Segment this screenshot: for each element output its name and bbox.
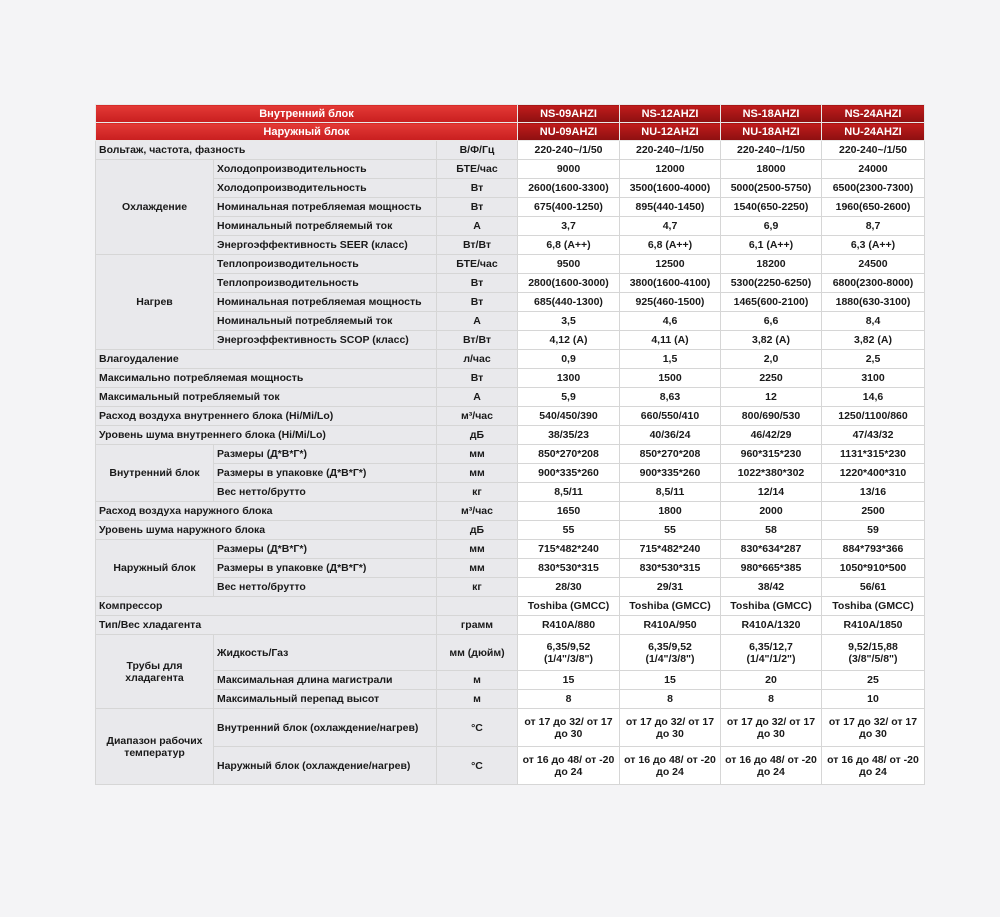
spec-value: 830*634*287 — [721, 540, 822, 559]
outdoor-model-header: NU-18AHZI — [721, 123, 822, 141]
spec-value: 220-240~/1/50 — [620, 141, 721, 160]
spec-unit: БТЕ/час — [437, 255, 518, 274]
spec-row — [96, 407, 925, 426]
spec-value: R410A/880 — [518, 616, 620, 635]
group-label: Нагрев — [96, 255, 214, 350]
spec-value: 1540(650-2250) — [721, 198, 822, 217]
spec-row — [96, 255, 925, 274]
spec-value: 25 — [822, 671, 925, 690]
spec-value: от 16 до 48/ от -20 до 24 — [620, 747, 721, 785]
spec-value: 675(400-1250) — [518, 198, 620, 217]
spec-row — [96, 293, 925, 312]
spec-value: 800/690/530 — [721, 407, 822, 426]
spec-label: Теплопроизводительность — [214, 255, 437, 274]
spec-row — [96, 236, 925, 255]
spec-value: Toshiba (GMCC) — [822, 597, 925, 616]
spec-label: Максимальный потребляемый ток — [96, 388, 437, 407]
spec-row — [96, 350, 925, 369]
spec-value: 6,35/12,7 (1/4"/1/2") — [721, 635, 822, 671]
spec-value: 59 — [822, 521, 925, 540]
indoor-model-header: NS-24AHZI — [822, 105, 925, 123]
spec-value: 900*335*260 — [518, 464, 620, 483]
spec-value: 6,9 — [721, 217, 822, 236]
spec-label: Холодопроизводительность — [214, 160, 437, 179]
spec-value: 1022*380*302 — [721, 464, 822, 483]
spec-value: 8 — [620, 690, 721, 709]
spec-row — [96, 709, 925, 747]
spec-value: 850*270*208 — [518, 445, 620, 464]
spec-value: 2,5 — [822, 350, 925, 369]
spec-label: Энергоэффективность SCOP (класс) — [214, 331, 437, 350]
spec-value: 2500 — [822, 502, 925, 521]
group-label: Диапазон рабочих температур — [96, 709, 214, 785]
spec-label: Максимальный перепад высот — [214, 690, 437, 709]
spec-unit: Вт — [437, 293, 518, 312]
indoor-model-header: NS-18AHZI — [721, 105, 822, 123]
spec-label: Максимальная длина магистрали — [214, 671, 437, 690]
spec-unit: грамм — [437, 616, 518, 635]
spec-label: Размеры в упаковке (Д*В*Г*) — [214, 464, 437, 483]
spec-value: 1465(600-2100) — [721, 293, 822, 312]
spec-unit: Вт — [437, 179, 518, 198]
spec-row — [96, 198, 925, 217]
spec-label: Компрессор — [96, 597, 437, 616]
spec-value: 220-240~/1/50 — [518, 141, 620, 160]
spec-label: Уровень шума внутреннего блока (Hi/Mi/Lo) — [96, 426, 437, 445]
spec-row — [96, 597, 925, 616]
spec-value: 8 — [518, 690, 620, 709]
spec-label: Холодопроизводительность — [214, 179, 437, 198]
spec-row — [96, 331, 925, 350]
spec-label: Уровень шума наружного блока — [96, 521, 437, 540]
spec-row — [96, 483, 925, 502]
header-row-indoor — [96, 105, 925, 123]
spec-unit: °С — [437, 709, 518, 747]
group-label: Наружный блок — [96, 540, 214, 597]
spec-value: 6,8 (А++) — [620, 236, 721, 255]
spec-value: 6,1 (А++) — [721, 236, 822, 255]
spec-value: 4,6 — [620, 312, 721, 331]
spec-value: от 16 до 48/ от -20 до 24 — [518, 747, 620, 785]
spec-value: 660/550/410 — [620, 407, 721, 426]
spec-unit: кг — [437, 578, 518, 597]
spec-value: 1250/1100/860 — [822, 407, 925, 426]
spec-value: от 17 до 32/ от 17 до 30 — [822, 709, 925, 747]
spec-row — [96, 369, 925, 388]
spec-label: Вес нетто/брутто — [214, 483, 437, 502]
spec-value: 220-240~/1/50 — [822, 141, 925, 160]
spec-row — [96, 502, 925, 521]
spec-unit: А — [437, 312, 518, 331]
spec-value: R410A/1320 — [721, 616, 822, 635]
spec-value: 38/35/23 — [518, 426, 620, 445]
spec-value: R410A/950 — [620, 616, 721, 635]
group-label: Внутренний блок — [96, 445, 214, 502]
spec-value: 6,35/9,52 (1/4"/3/8") — [620, 635, 721, 671]
spec-value: 1960(650-2600) — [822, 198, 925, 217]
spec-unit: Вт/Вт — [437, 236, 518, 255]
spec-unit: л/час — [437, 350, 518, 369]
spec-value: 830*530*315 — [620, 559, 721, 578]
spec-value: 6,6 — [721, 312, 822, 331]
spec-row — [96, 616, 925, 635]
spec-value: 18200 — [721, 255, 822, 274]
spec-value: от 16 до 48/ от -20 до 24 — [822, 747, 925, 785]
spec-value: 8,5/11 — [620, 483, 721, 502]
spec-value: 13/16 — [822, 483, 925, 502]
spec-value: 1220*400*310 — [822, 464, 925, 483]
outdoor-model-header: NU-12AHZI — [620, 123, 721, 141]
spec-unit: Вт — [437, 369, 518, 388]
spec-value: 830*530*315 — [518, 559, 620, 578]
spec-value: 8,63 — [620, 388, 721, 407]
spec-value: 6500(2300-7300) — [822, 179, 925, 198]
outdoor-model-header: NU-24AHZI — [822, 123, 925, 141]
spec-value: 8 — [721, 690, 822, 709]
spec-value: 220-240~/1/50 — [721, 141, 822, 160]
spec-value: 29/31 — [620, 578, 721, 597]
outdoor-model-header: NU-09AHZI — [518, 123, 620, 141]
spec-value: 884*793*366 — [822, 540, 925, 559]
spec-row — [96, 671, 925, 690]
spec-value: 0,9 — [518, 350, 620, 369]
spec-value: 12 — [721, 388, 822, 407]
spec-unit: °С — [437, 747, 518, 785]
spec-value: 18000 — [721, 160, 822, 179]
spec-value: от 17 до 32/ от 17 до 30 — [620, 709, 721, 747]
spec-value: 4,7 — [620, 217, 721, 236]
spec-row — [96, 217, 925, 236]
spec-label: Расход воздуха наружного блока — [96, 502, 437, 521]
spec-value: 56/61 — [822, 578, 925, 597]
header-row-outdoor — [96, 123, 925, 141]
spec-row — [96, 635, 925, 671]
spec-value: 3500(1600-4000) — [620, 179, 721, 198]
spec-row — [96, 312, 925, 331]
spec-label: Влагоудаление — [96, 350, 437, 369]
spec-row — [96, 464, 925, 483]
spec-row — [96, 747, 925, 785]
spec-value: 540/450/390 — [518, 407, 620, 426]
spec-value: 24000 — [822, 160, 925, 179]
spec-value: 1650 — [518, 502, 620, 521]
spec-label: Номинальный потребляемый ток — [214, 217, 437, 236]
spec-value: 5000(2500-5750) — [721, 179, 822, 198]
spec-value: 2,0 — [721, 350, 822, 369]
spec-value: 5300(2250-6250) — [721, 274, 822, 293]
spec-unit: м — [437, 671, 518, 690]
spec-unit: кг — [437, 483, 518, 502]
spec-unit: дБ — [437, 426, 518, 445]
spec-value: Toshiba (GMCC) — [620, 597, 721, 616]
spec-unit: А — [437, 217, 518, 236]
spec-value: 3,82 (А) — [721, 331, 822, 350]
spec-value: 12000 — [620, 160, 721, 179]
spec-value: от 17 до 32/ от 17 до 30 — [518, 709, 620, 747]
indoor-model-header: NS-12AHZI — [620, 105, 721, 123]
spec-value: 55 — [620, 521, 721, 540]
outdoor-unit-header: Наружный блок — [96, 123, 518, 141]
spec-label: Расход воздуха внутреннего блока (Hi/Mi/Lo) — [96, 407, 437, 426]
spec-value: 2250 — [721, 369, 822, 388]
spec-value: 5,9 — [518, 388, 620, 407]
spec-value: Toshiba (GMCC) — [721, 597, 822, 616]
spec-label: Размеры (Д*В*Г*) — [214, 540, 437, 559]
spec-value: 850*270*208 — [620, 445, 721, 464]
spec-value: 3100 — [822, 369, 925, 388]
spec-label: Номинальный потребляемый ток — [214, 312, 437, 331]
spec-value: 1131*315*230 — [822, 445, 925, 464]
spec-label: Жидкость/Газ — [214, 635, 437, 671]
spec-value: 38/42 — [721, 578, 822, 597]
spec-value: 3,82 (А) — [822, 331, 925, 350]
spec-value: 40/36/24 — [620, 426, 721, 445]
indoor-unit-header: Внутренний блок — [96, 105, 518, 123]
spec-row — [96, 540, 925, 559]
group-label: Трубы для хладагента — [96, 635, 214, 709]
spec-row — [96, 274, 925, 293]
spec-label: Вес нетто/брутто — [214, 578, 437, 597]
spec-row — [96, 690, 925, 709]
spec-value: 9500 — [518, 255, 620, 274]
spec-value: 46/42/29 — [721, 426, 822, 445]
spec-value: 900*335*260 — [620, 464, 721, 483]
spec-value: 1880(630-3100) — [822, 293, 925, 312]
spec-label: Размеры в упаковке (Д*В*Г*) — [214, 559, 437, 578]
spec-value: от 17 до 32/ от 17 до 30 — [721, 709, 822, 747]
spec-label: Теплопроизводительность — [214, 274, 437, 293]
spec-value: 3,7 — [518, 217, 620, 236]
spec-value: R410A/1850 — [822, 616, 925, 635]
spec-value: 9,52/15,88 (3/8"/5/8") — [822, 635, 925, 671]
spec-value: 12500 — [620, 255, 721, 274]
spec-value: 1050*910*500 — [822, 559, 925, 578]
spec-value: 8,7 — [822, 217, 925, 236]
spec-value: 6,3 (А++) — [822, 236, 925, 255]
group-label: Охлаждение — [96, 160, 214, 255]
spec-unit: мм — [437, 540, 518, 559]
spec-unit: мм (дюйм) — [437, 635, 518, 671]
indoor-model-header: NS-09AHZI — [518, 105, 620, 123]
spec-value: 28/30 — [518, 578, 620, 597]
spec-value: 3,5 — [518, 312, 620, 331]
spec-unit: дБ — [437, 521, 518, 540]
spec-value: 6,35/9,52 (1/4"/3/8") — [518, 635, 620, 671]
spec-value: 12/14 — [721, 483, 822, 502]
spec-value: 685(440-1300) — [518, 293, 620, 312]
spec-label: Энергоэффективность SEER (класс) — [214, 236, 437, 255]
spec-label: Номинальная потребляемая мощность — [214, 198, 437, 217]
spec-value: 4,11 (А) — [620, 331, 721, 350]
spec-value: 8,4 — [822, 312, 925, 331]
spec-value: 1300 — [518, 369, 620, 388]
spec-value: 1800 — [620, 502, 721, 521]
spec-label: Тип/Вес хладагента — [96, 616, 437, 635]
spec-unit: мм — [437, 445, 518, 464]
spec-value: 58 — [721, 521, 822, 540]
spec-value: 15 — [518, 671, 620, 690]
spec-value: 4,12 (А) — [518, 331, 620, 350]
spec-row — [96, 179, 925, 198]
spec-value: 715*482*240 — [518, 540, 620, 559]
spec-row — [96, 141, 925, 160]
spec-unit: В/Ф/Гц — [437, 141, 518, 160]
spec-value: 2800(1600-3000) — [518, 274, 620, 293]
spec-unit — [437, 597, 518, 616]
spec-value: Toshiba (GMCC) — [518, 597, 620, 616]
spec-row — [96, 160, 925, 179]
spec-label: Размеры (Д*В*Г*) — [214, 445, 437, 464]
spec-value: 2600(1600-3300) — [518, 179, 620, 198]
spec-row — [96, 388, 925, 407]
spec-value: 6,8 (А++) — [518, 236, 620, 255]
spec-unit: БТЕ/час — [437, 160, 518, 179]
spec-value: 55 — [518, 521, 620, 540]
spec-unit: А — [437, 388, 518, 407]
spec-unit: м³/час — [437, 407, 518, 426]
spec-unit: м — [437, 690, 518, 709]
spec-value: 10 — [822, 690, 925, 709]
spec-value: 24500 — [822, 255, 925, 274]
spec-value: от 16 до 48/ от -20 до 24 — [721, 747, 822, 785]
spec-value: 14,6 — [822, 388, 925, 407]
spec-unit: мм — [437, 464, 518, 483]
spec-label: Номинальная потребляемая мощность — [214, 293, 437, 312]
spec-label: Наружный блок (охлаждение/нагрев) — [214, 747, 437, 785]
spec-row — [96, 426, 925, 445]
spec-value: 1500 — [620, 369, 721, 388]
spec-label: Вольтаж, частота, фазность — [96, 141, 437, 160]
spec-label: Внутренний блок (охлаждение/нагрев) — [214, 709, 437, 747]
spec-value: 980*665*385 — [721, 559, 822, 578]
spec-value: 1,5 — [620, 350, 721, 369]
spec-value: 9000 — [518, 160, 620, 179]
spec-value: 15 — [620, 671, 721, 690]
spec-row — [96, 445, 925, 464]
spec-value: 20 — [721, 671, 822, 690]
spec-row — [96, 521, 925, 540]
spec-value: 3800(1600-4100) — [620, 274, 721, 293]
spec-unit: мм — [437, 559, 518, 578]
spec-value: 47/43/32 — [822, 426, 925, 445]
spec-value: 925(460-1500) — [620, 293, 721, 312]
spec-unit: Вт — [437, 274, 518, 293]
spec-label: Максимально потребляемая мощность — [96, 369, 437, 388]
spec-unit: м³/час — [437, 502, 518, 521]
spec-row — [96, 559, 925, 578]
spec-value: 8,5/11 — [518, 483, 620, 502]
spec-table — [95, 104, 925, 785]
spec-row — [96, 578, 925, 597]
spec-unit: Вт — [437, 198, 518, 217]
spec-value: 895(440-1450) — [620, 198, 721, 217]
spec-unit: Вт/Вт — [437, 331, 518, 350]
spec-value: 6800(2300-8000) — [822, 274, 925, 293]
spec-value: 715*482*240 — [620, 540, 721, 559]
spec-value: 960*315*230 — [721, 445, 822, 464]
spec-value: 2000 — [721, 502, 822, 521]
